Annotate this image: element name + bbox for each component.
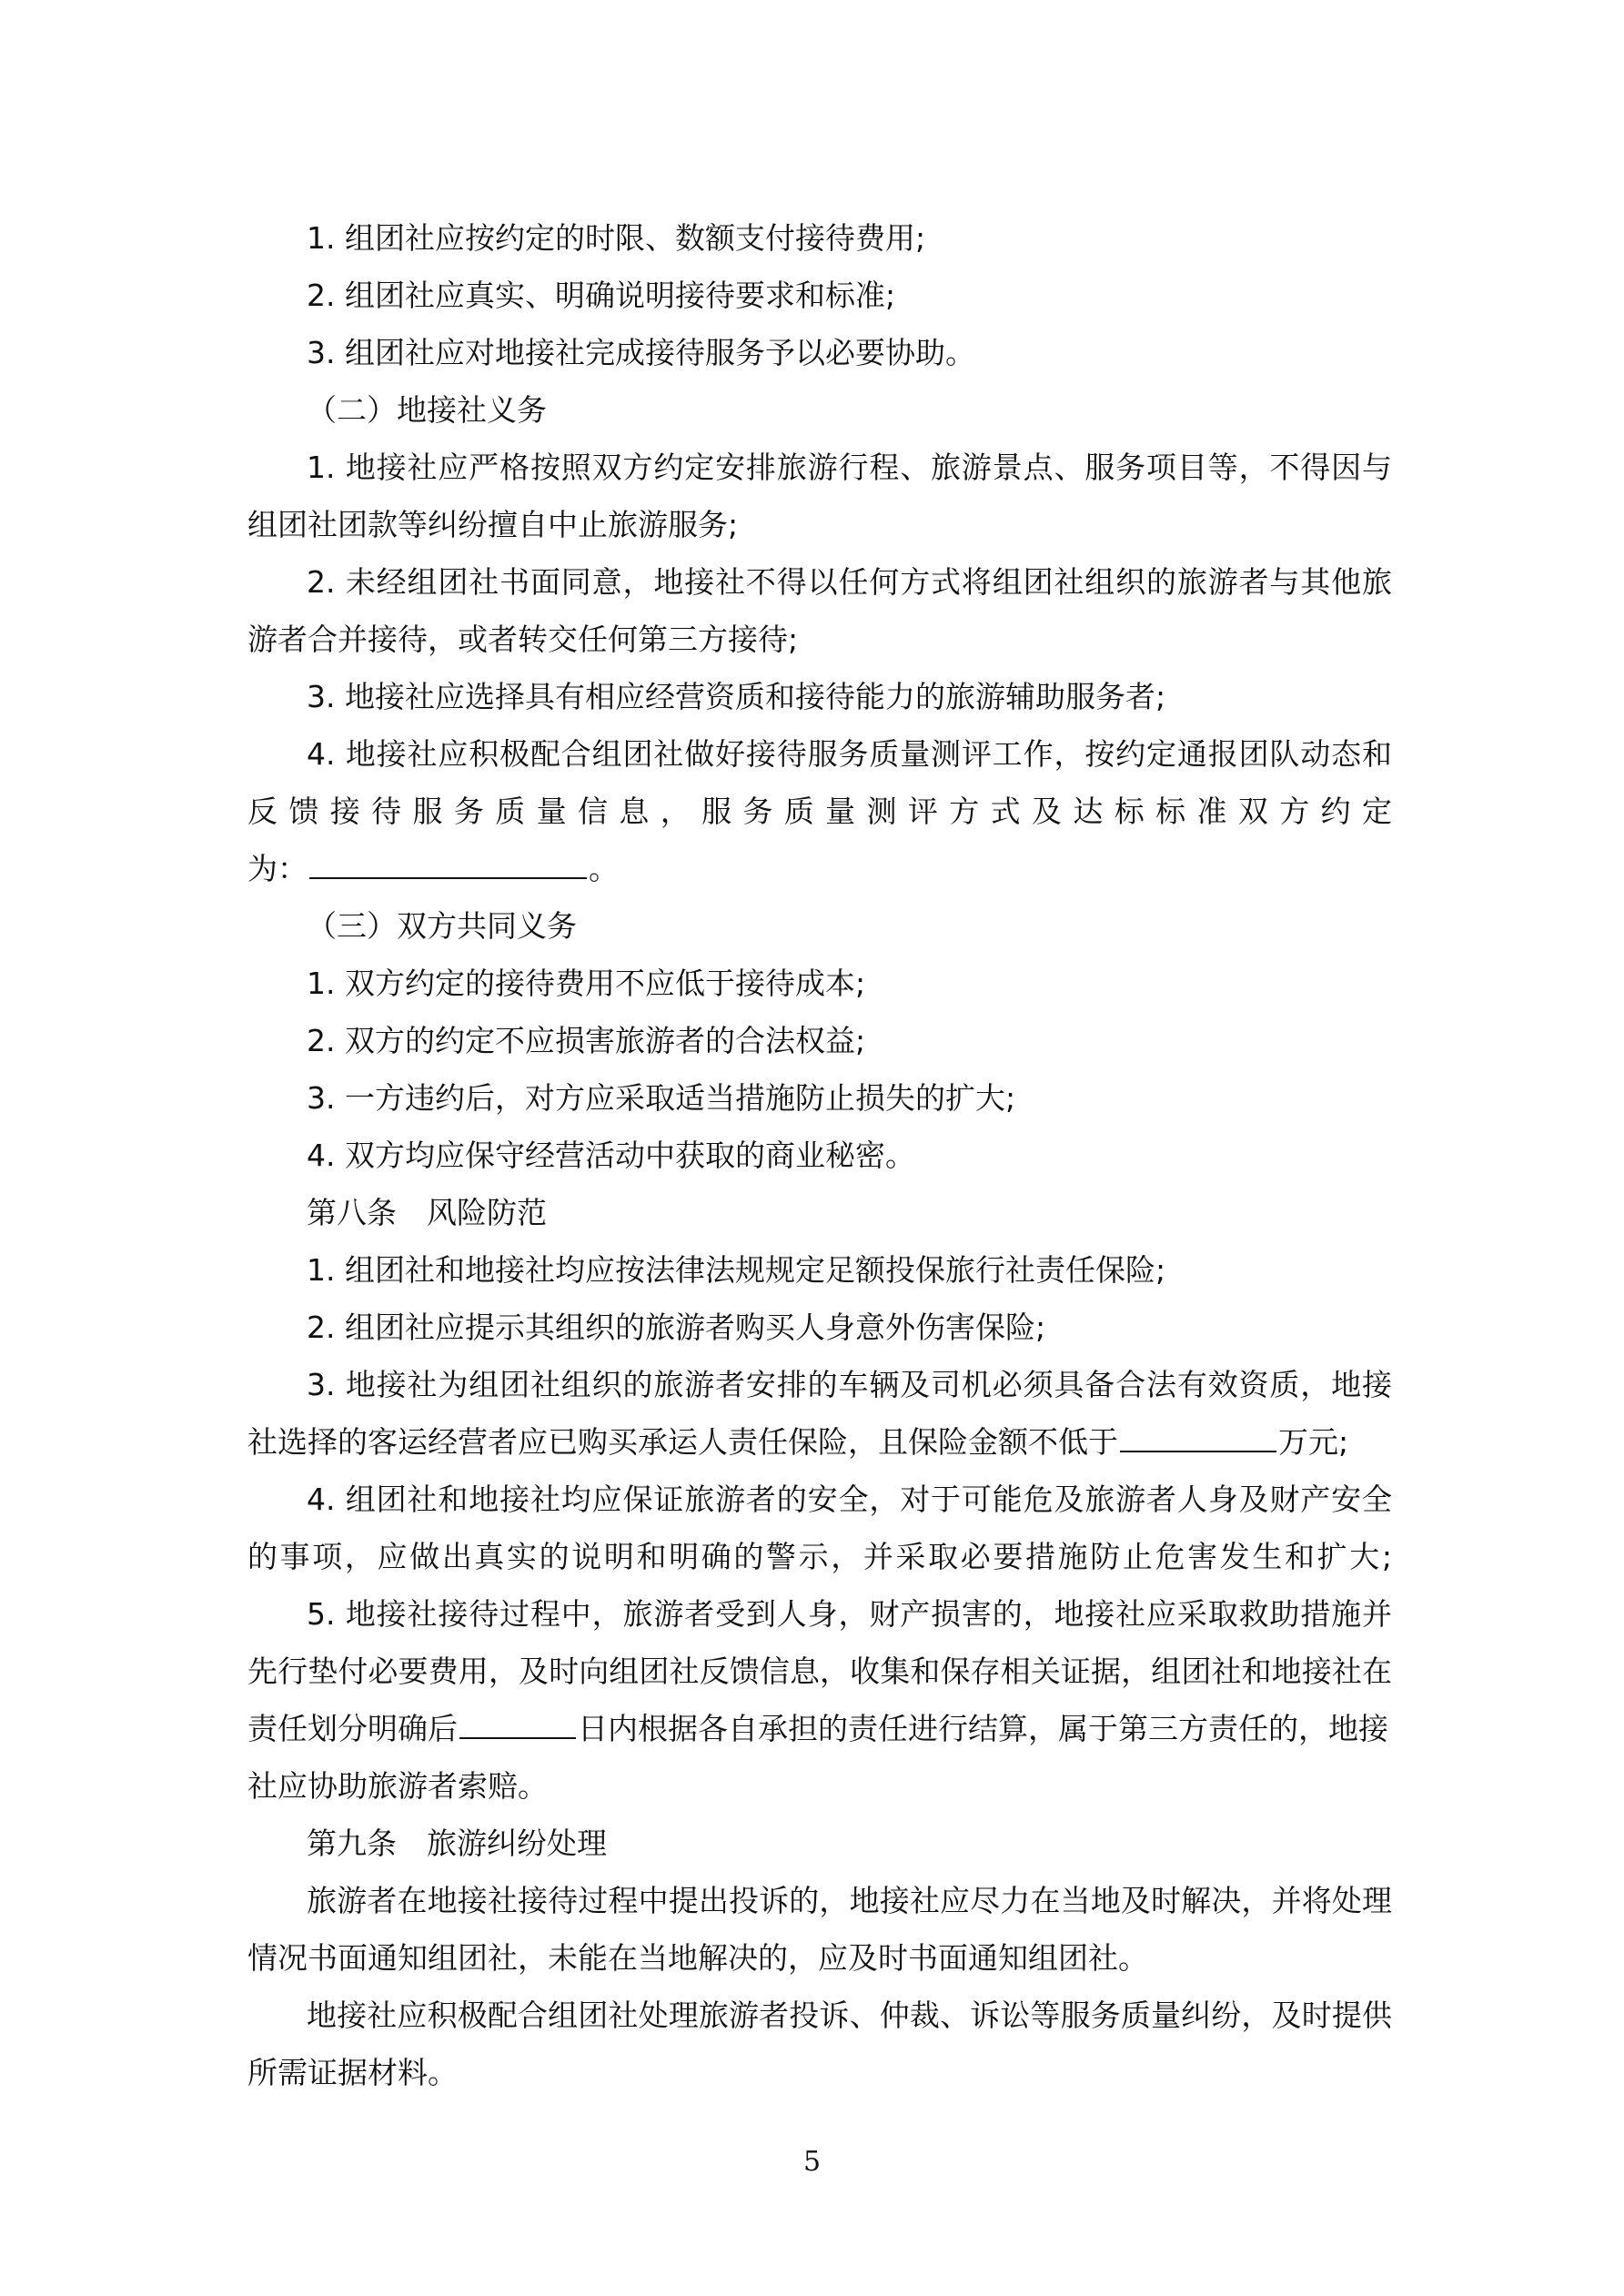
text-line: 2. 组团社应真实、明确说明接待要求和标准;	[307, 278, 896, 313]
article-heading: 第八条 风险防范	[307, 1195, 547, 1230]
page-number: 5	[802, 2146, 822, 2178]
text-line: 先行垫付必要费用，及时向组团社反馈信息，收集和保存相关证据，组团社和地接社在	[247, 1654, 1392, 1689]
text-line: 3. 地接社应选择具有相应经营资质和接待能力的旅游辅助服务者;	[307, 679, 1166, 714]
text-line: 情况书面通知组团社，未能在当地解决的，应及时书面通知组团社。	[247, 1940, 1148, 1976]
text-fragment: 。	[589, 851, 619, 886]
text-line: 所需证据材料。	[247, 2055, 458, 2090]
text-line: 2. 未经组团社书面同意，地接社不得以任何方式将组团社组织的旅游者与其他旅	[307, 564, 1392, 600]
fill-in-blank[interactable]	[1120, 1423, 1276, 1452]
text-line: 的事项，应做出真实的说明和明确的警示，并采取必要措施防止危害发生和扩大;	[247, 1539, 1392, 1574]
text-line: 4. 组团社和地接社均应保证旅游者的安全，对于可能危及旅游者人身及财产安全	[307, 1482, 1392, 1517]
text-line: 2. 组团社应提示其组织的旅游者购买人身意外伤害保险;	[307, 1310, 1046, 1345]
text-line: 2. 双方的约定不应损害旅游者的合法权益;	[307, 1023, 866, 1058]
text-line: 3. 一方违约后，对方应采取适当措施防止损失的扩大;	[307, 1080, 1016, 1116]
text-line: 4. 双方均应保守经营活动中获取的商业秘密。	[307, 1138, 915, 1173]
text-line	[247, 840, 1392, 897]
text-line: 游者合并接待，或者转交任何第三方接待;	[247, 622, 799, 657]
text-line: 社应协助旅游者索赔。	[247, 1768, 548, 1804]
text-fragment: 万元;	[1278, 1424, 1349, 1460]
text-line: 旅游者在地接社接待过程中提出投诉的，地接社应尽力在当地及时解决，并将处理	[307, 1883, 1392, 1918]
fill-in-blank[interactable]	[459, 1710, 576, 1739]
text-line: 1. 组团社应按约定的时限、数额支付接待费用;	[307, 220, 926, 256]
text-line: 3. 组团社应对地接社完成接待服务予以必要协助。	[307, 335, 975, 370]
text-line: 1. 组团社和地接社均应按法律法规规定足额投保旅行社责任保险;	[307, 1252, 1166, 1288]
text-line: 1. 双方约定的接待费用不应低于接待成本;	[307, 966, 866, 1001]
text-line	[247, 1700, 1392, 1757]
text-fragment: 社选择的客运经营者应已购买承运人责任保险，且保险金额不低于	[247, 1424, 1118, 1460]
text-line: 5. 地接社接待过程中，旅游者受到人身，财产损害的，地接社应采取救助措施并	[307, 1596, 1392, 1632]
text-line: 4. 地接社应积极配合组团社做好接待服务质量测评工作，按约定通报团队动态和	[307, 736, 1392, 772]
text-fragment: 责任划分明确后	[247, 1711, 458, 1746]
fill-in-blank[interactable]	[309, 850, 587, 879]
section-heading: （二）地接社义务	[307, 392, 547, 428]
article-heading: 第九条 旅游纠纷处理	[307, 1826, 607, 1861]
document-body	[247, 209, 1392, 2101]
text-line: 1. 地接社应严格按照双方约定安排旅游行程、旅游景点、服务项目等，不得因与	[307, 450, 1392, 485]
text-fragment: 日内根据各自承担的责任进行结算，属于第三方责任的，地接	[578, 1711, 1388, 1746]
text-line	[247, 1413, 1392, 1471]
section-heading: （三）双方共同义务	[307, 908, 577, 944]
text-line: 3. 地接社为组团社组织的旅游者安排的车辆及司机必须具备合法有效资质，地接	[307, 1367, 1392, 1402]
text-line: 地接社应积极配合组团社处理旅游者投诉、仲裁、诉讼等服务质量纠纷，及时提供	[307, 1998, 1392, 2033]
text-fragment: 为：	[247, 851, 308, 886]
text-line: 反馈接待服务质量信息，服务质量测评方式及达标标准双方约定	[247, 794, 1392, 829]
text-line: 组团社团款等纠纷擅自中止旅游服务;	[247, 507, 739, 542]
